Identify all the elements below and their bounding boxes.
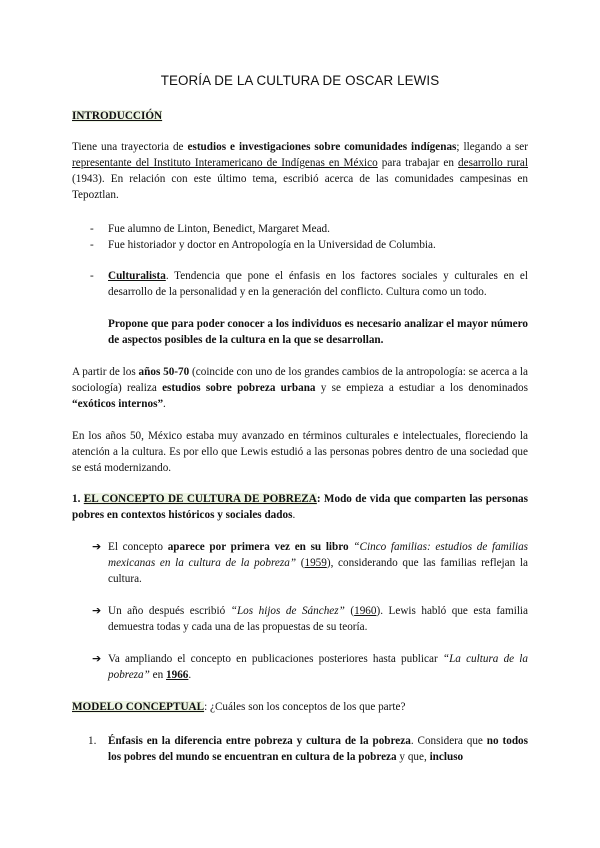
anos-paragraph: A partir de los años 50-70 (coincide con uno de los grandes cambios de la antropología: se acerca a la sociología) realiza estudios sobre pobreza urbana y se empieza a estudiar a los denominados “exóticos internos”. (72, 366, 528, 410)
section-1-heading: 1. EL CONCEPTO DE CULTURA DE POBREZA: Modo de vida que comparten las personas pobres en contextos históricos y sociales dados. (72, 493, 529, 521)
bullet-item: - Fue historiador y doctor en Antropología en la Universidad de Columbia. (90, 239, 436, 251)
arrow-item: ➔ Un año después escribió “Los hijos de Sánchez” (1960). Lewis habló que esta familia demuestra todas y cada una de las propuestas de su teoría. (92, 604, 528, 633)
document-title: TEORÍA DE LA CULTURA DE OSCAR LEWIS (160, 73, 440, 88)
numbered-item: 1. Énfasis en la diferencia entre pobreza y cultura de la pobreza. Considera que no todos los pobres del mundo se encuentran en cultura de la pobreza y que, incluso (88, 735, 528, 763)
intro-heading: INTRODUCCIÓN (72, 110, 163, 122)
culturalista-item: - Culturalista. Tendencia que pone el énfasis en los factores sociales y culturales en el desarrollo de la personalidad y en la generación del conflicto. Cultura como un todo. (90, 270, 528, 298)
arrow-icon: ➔ (92, 540, 102, 553)
arrow-item: ➔ El concepto aparece por primera vez en su libro “Cinco familias: estudios de familias mexicanas en la cultura de la pobreza” (1959), considerando que las familias reflejan la cultura. (92, 540, 529, 585)
arrow-icon: ➔ (92, 652, 102, 665)
bullet-item: - Fue alumno de Linton, Benedict, Margaret Mead. (90, 223, 330, 235)
mexico-paragraph: En los años 50, México estaba muy avanzado en términos culturales e intelectuales, floreciendo la atención a la cultura. Es por ello que Lewis estudió a las personas pobres dentro de una sociedad que se está modernizando. (72, 430, 528, 474)
arrow-icon: ➔ (92, 604, 102, 617)
arrow-item: ➔ Va ampliando el concepto en publicaciones posteriores hasta publicar “La cultura de la pobreza” en 1966. (92, 652, 528, 681)
modelo-heading: MODELO CONCEPTUAL: ¿Cuáles son los conceptos de los que parte? (72, 701, 406, 713)
intro-paragraph: Tiene una trayectoria de estudios e investigaciones sobre comunidades indígenas; llegando a ser representante del Instituto Interamericano de Indígenas en México para trabajar en desarrollo rural (1943). En relación con este último tema, escribió acerca de las comunidades campesinas en Tepoztlan. (72, 141, 528, 201)
culturalista-bold-para: Propone que para poder conocer a los individuos es necesario analizar el mayor número de aspectos posibles de la cultura en la que se desarrollan. (108, 318, 528, 346)
